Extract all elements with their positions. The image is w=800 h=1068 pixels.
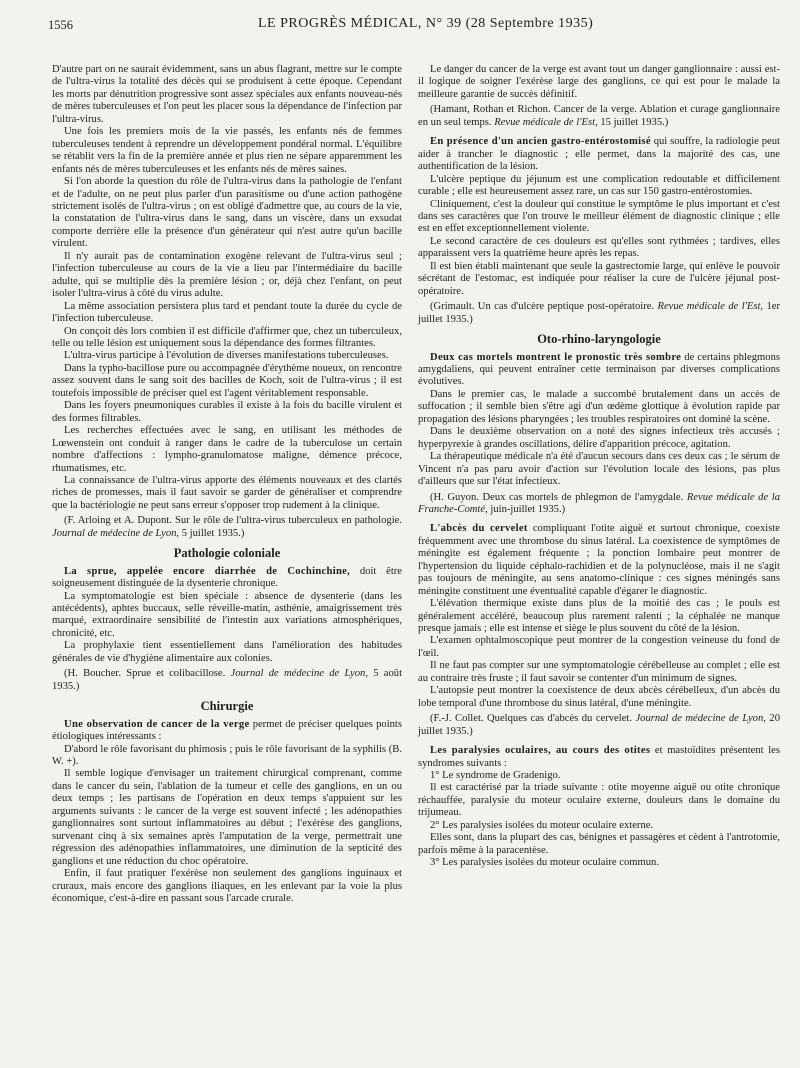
citation	[418, 104, 780, 129]
paragraph: Enfin, il faut pratiquer l'exérèse non seulement des ganglions inguinaux et cruraux, mais encore des ganglions iliaques, en les enlevant par la voie la plus économique, c'est-à-dire en passant sous l'arcade crurale.	[52, 868, 402, 904]
citation-journal: Journal de médecine de Lyon,	[230, 668, 368, 680]
paragraph: La prophylaxie tient essentiellement dans l'amélioration des habitudes générales de vie d'hygiène alimentaire aux colonies.	[52, 640, 402, 664]
paragraph: Dans le deuxième observation on a noté des signes infectieux très accusés ; hyperpyrexie à grandes oscillations, délire d'apparition précoce, agitation.	[418, 426, 780, 450]
citation-text: (H. Boucher. Sprue et colibacillose.	[64, 668, 226, 680]
citation-journal: Journal de médecine de Lyon,	[52, 527, 180, 539]
paragraph: La connaissance de l'ultra-virus apporte des éléments nouveaux et des clartés riches de promesses, mais il faut savoir se garder de généraliser et comprendre que la bactériologie ne peut sans erreur s'opposer trop rudement à la clinique.	[52, 474, 402, 511]
paragraph: Il semble logique d'envisager un traitement chirurgical comprenant, comme dans le cancer du sein, l'ablation de la tumeur et celle des ganglions, en un ou deux temps ; les partisans de l'opération en deux temps s'appuient sur les arguments suivants : le cancer de la verge est souvent infecté ; les adénopathies ganglionnaires sont surtout inflammatoires au début ; l'exérèse des ganglions, survenant cinq à six semaines après l'amputation de la verge, permettrait une régression des adénopathies inflammatoires, une diminution de la septicité des ganglions et une réduction du choc opératoire.	[52, 768, 402, 867]
paragraph: L'autopsie peut montrer la coexistence de deux abcès cérébelleux, d'un abcès du lobe temporal d'une thrombose du sinus latéral, d'une méningite.	[418, 685, 780, 709]
paragraph	[418, 352, 780, 389]
paragraph-text: compliquant l'otite aiguë et surtout chronique, coexiste fréquemment avec une thrombose du sinus latéral. La coexistence de symptômes de méningite est également fréquente ; la ponction lombaire peut montrer de l'hypertension du liquide céphalo-rachidien et de la polynucléose, mais il ne s'agit pas toujours de méningite, au sens anatomo-clinique : ces signes méningés sans méningite constituent une éventualité capable d'égarer le diagnostic.	[418, 523, 780, 597]
paragraph: L'ultra-virus participe à l'évolution de diverses manifestations tuberculeuses.	[64, 350, 389, 362]
paragraph: Dans la typho-bacillose pure ou accompagnée d'érythème noueux, on rencontre assez souvent dans le sang soit des bacilles de Koch, soit de l'ultra-virus ; il est toutefois impossible de préciser quel est l'agent véritablement responsable.	[52, 362, 402, 399]
paragraph: La symptomatologie est bien spéciale : absence de dysenterie (dans les antécédents), aphtes buccaux, selle réveille-matin, asthénie, amaigrissement très marqué, extraordinaire sensibilité de l'intestin aux variations atmosphériques, chronicité, etc.	[52, 590, 402, 639]
paragraph: Dans les foyers pneumoniques curables il existe à la fois du bacille virulent et des formes filtrables.	[52, 400, 402, 424]
citation-date: 5 juillet 1935.)	[181, 527, 245, 539]
citation-date: 1er juillet 1935.)	[418, 301, 780, 325]
page-header	[48, 12, 780, 44]
paragraph: Cliniquement, c'est la douleur qui constitue le symptôme le plus important et c'est dans ses caractères que l'on trouve le meilleur élément de diagnostic clinique ; elle est en effet exceptionnellement violente.	[418, 198, 780, 235]
citation-date: 20 juillet 1935.)	[418, 713, 780, 737]
citation-text: (Grimault. Un cas d'ulcère peptique post-opératoire.	[430, 301, 655, 313]
citation-journal: Revue médicale de la Franche-Comté,	[418, 491, 780, 515]
right-column	[418, 64, 780, 870]
paragraph: La même association persistera plus tard et pendant toute la durée du cycle de l'infection tuberculeuse.	[52, 300, 402, 325]
left-column	[52, 64, 402, 905]
paragraph: D'autre part on ne saurait évidemment, sans un abus flagrant, mettre sur le compte de l'ultra-virus la totalité des décès qui se produisent à cette époque. Cependant les morts par dénutrition progressive sont assez spéciales aux enfants nouveau-nés de mères tuberculeuses et l'on peut les placer sous la dépendance de l'infection par l'ultra-virus.	[52, 64, 402, 125]
citation	[418, 301, 780, 326]
paragraph: Dans le premier cas, le malade a succombé brutalement dans un accès de suffocation ; il semble bien s'être agi d'un œdème glottique à évolution rapide par propagation des lésions pharyngées ; les troubles respiratoires ont dominé la scène.	[418, 388, 780, 425]
paragraph: L'ulcère peptique du jéjunum est une complication redoutable et difficilement curable ; elle est heureusement assez rare, un cas sur 150 gastro-entérostomies.	[418, 173, 780, 198]
citation-text: (Hamant, Rothan et Richon. Cancer de la verge. Ablation et curage ganglionnaire en un seul temps.	[418, 104, 780, 128]
paragraph-text: de certains phlegmons amygdaliens, qui peuvent entraîner cette terminaison par diverses complications évolutives.	[418, 351, 780, 388]
paragraph: On conçoit dès lors combien il est difficile d'affirmer que, chez un tuberculeux, telle ou telle lésion est uniquement sous la dépendance des formes filtrantes.	[52, 325, 402, 349]
paragraph-text: qui souffre, la radiologie peut aider à trancher le diagnostic ; elle permet, dans la majorité des cas, une authentification de la lésion.	[418, 136, 780, 173]
paragraph-lead: En présence d'un ancien gastro-entérostomisé	[430, 136, 651, 148]
paragraph	[418, 523, 780, 598]
paragraph: Il est bien établi maintenant que seule la gastrectomie large, qui enlève le pouvoir sécrétant de l'estomac, est indiquée pour réaliser la cure de l'ulcère jéjunal post-opératoire.	[418, 260, 780, 297]
paragraph-text: et mastoïdites présentent les syndromes suivants :	[418, 745, 781, 769]
section-heading: Pathologie coloniale	[173, 546, 281, 561]
citation	[418, 713, 780, 738]
paragraph: Il ne faut pas compter sur une symptomatologie cérébelleuse au complet ; elle est au contraire très fruste ; il faut savoir se contenter d'un minimum de signes.	[418, 660, 780, 684]
paragraph-lead: La sprue, appelée encore diarrhée de Cochinchine,	[64, 565, 351, 577]
paragraph: Il n'y aurait pas de contamination exogène relevant de l'ultra-virus seul ; l'infection tuberculeuse au cours de la vie a lieu par l'intermédiaire du bacille adulte, qui se multiplie dès la première lésion ; or, déjà chez l'enfant, on peut isoler l'ultra-virus à côté du virus adulte.	[52, 250, 402, 300]
citation	[418, 492, 780, 517]
citation-journal: Journal de médecine de Lyon,	[635, 713, 766, 725]
citation-date: juin-juillet 1935.)	[490, 503, 566, 515]
paragraph: Les recherches effectuées avec le sang, en utilisant les méthodes de Lœwenstein ont conduit à ranger dans le cadre de la tuberculose un certain nombre d'affections : lympho-granulomatose maligne, démence précoce, rhumatismes, etc.	[52, 425, 402, 474]
citation-text: (F.-J. Collet. Quelques cas d'abcès du cervelet.	[430, 713, 632, 725]
paragraph-lead: Une observation de cancer de la verge	[64, 718, 250, 730]
paragraph	[418, 745, 780, 770]
citation-journal: Revue médicale de l'Est,	[494, 116, 598, 128]
paragraph: Elles sont, dans la plupart des cas, bénignes et passagères et cèdent à l'antrotomie, parfois même à la paracentèse.	[418, 832, 780, 856]
paragraph	[52, 566, 402, 591]
citation-date: 5 août 1935.)	[52, 668, 403, 692]
paragraph: 1° Le syndrome de Gradenigo.	[430, 770, 561, 782]
citation-journal: Revue médicale de l'Est,	[657, 301, 764, 313]
page-number: 1556	[48, 18, 73, 32]
paragraph: Il est caractérisé par la triade suivante : otite moyenne aiguë ou otite chronique réchauffée, paralysie du moteur oculaire externe, douleurs dans le domaine du trijumeau.	[418, 782, 780, 819]
section-heading: Chirurgie	[200, 699, 254, 714]
paragraph: D'abord le rôle favorisant du phimosis ; puis le rôle favorisant de la syphilis (B. W. +).	[52, 743, 402, 768]
paragraph: La thérapeutique médicale n'a été d'aucun secours dans ces deux cas ; le sérum de Vincent n'a pas paru avoir d'action sur l'évolution locale des lésions, pas plus d'ailleurs que sur l'état infectieux.	[418, 451, 780, 488]
paragraph: 3° Les paralysies isolées du moteur oculaire commun.	[430, 857, 659, 869]
paragraph: Le danger du cancer de la verge est avant tout un danger ganglionnaire : aussi est-il logique de soigner l'exérèse large des ganglions, ce qui est pour le malade la meilleure garantie de succès définitif.	[418, 64, 780, 100]
paragraph	[418, 136, 780, 173]
citation-text: (H. Guyon. Deux cas mortels de phlegmon de l'amygdale.	[430, 491, 684, 503]
paragraph-text: doit être soigneusement distinguée de la dysenterie chronique.	[52, 565, 402, 590]
paragraph-lead: Les paralysies oculaires, au cours des otites	[430, 745, 651, 757]
paragraph: 2° Les paralysies isolées du moteur oculaire externe.	[430, 819, 654, 831]
section-heading: Oto-rhino-laryngologie	[537, 332, 661, 347]
paragraph	[52, 719, 402, 744]
citation	[52, 668, 402, 693]
paragraph-lead: Deux cas mortels montrent le pronostic très sombre	[430, 351, 682, 363]
citation	[52, 515, 402, 540]
journal-title: LE PROGRÈS MÉDICAL, N° 39 (28 Septembre 1935)	[258, 16, 594, 31]
paragraph: Si l'on aborde la question du rôle de l'ultra-virus dans la pathologie de l'enfant et de l'adulte, on ne peut plus parler d'un parasitisme ou d'une action pathogène strictement isolés de l'ultra-virus ; on est obligé d'admettre que, au cours de la vie, la constatation de l'ultra-virus dans le sang, dans un viscère, dans un exsudat comporte derrière elle la présence d'un générateur qui n'est autre qu'un bacille virulent.	[52, 176, 402, 250]
paragraph: L'examen ophtalmoscopique peut montrer de la congestion veineuse du fond de l'œil.	[418, 635, 780, 659]
paragraph-lead: L'abcès du cervelet	[430, 523, 528, 535]
paragraph-text: permet de préciser quelques points étiologiques intéressants :	[52, 718, 402, 743]
citation-date: 15 juillet 1935.)	[600, 116, 669, 128]
paragraph: Une fois les premiers mois de la vie passés, les enfants nés de femmes tuberculeuses tendent à reprendre un développement pondéral normal. L'équilibre se rétablit vers la fin de la première année et plus rien ne sépare apparemment les enfants nés de mères tuberculeuses et les enfants nés de mères saines.	[52, 126, 402, 175]
paragraph: Le second caractère de ces douleurs est qu'elles sont rythmées ; tardives, elles apparaissent vers la quatrième heure après les repas.	[418, 235, 780, 260]
citation-text: (F. Arloing et A. Dupont. Sur le rôle de l'ultra-virus tuberculeux en pathologie.	[64, 515, 402, 527]
paragraph: L'élévation thermique existe dans plus de la moitié des cas ; le pouls est généralement accéléré, beaucoup plus rarement ralenti ; la céphalée ne manque presque jamais ; elle est intense et siège le plus souvent du côté de la lésion.	[418, 598, 780, 635]
